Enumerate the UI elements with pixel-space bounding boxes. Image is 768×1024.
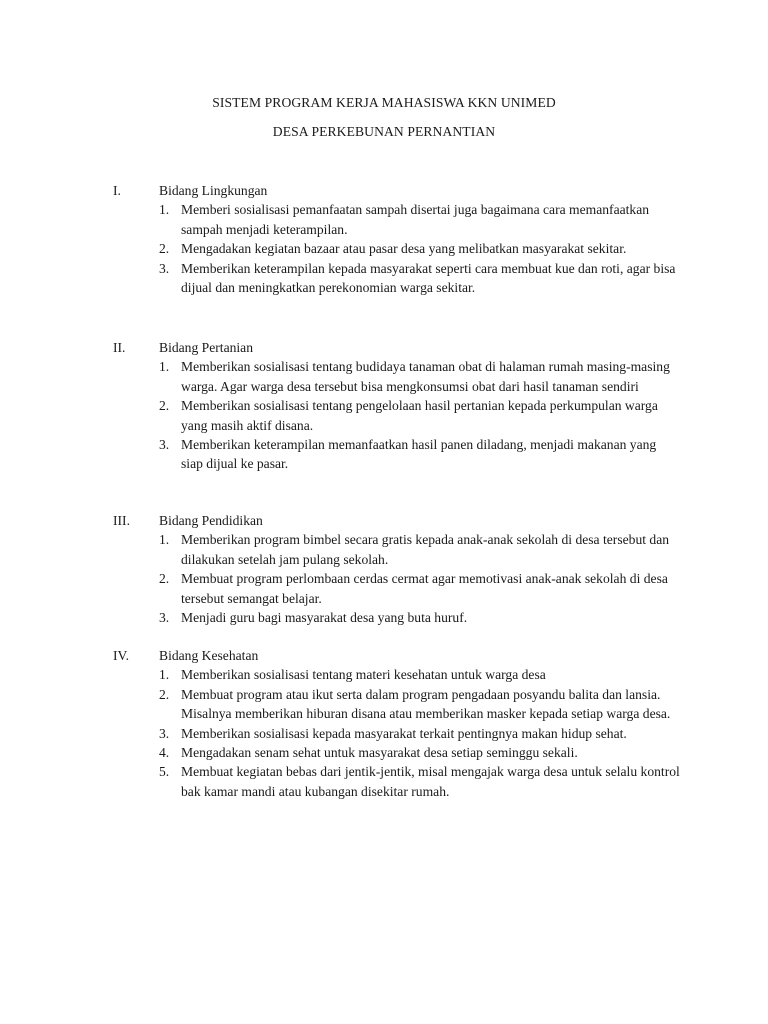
list-item [0,569,768,608]
item-number: 5. [159,764,170,780]
list-item [0,724,768,743]
item-text: Memberikan sosialisasi tentang materi kesehatan untuk warga desa [181,667,546,683]
item-number: 3. [159,610,170,626]
item-number: 1. [159,359,170,375]
list-item [0,357,768,396]
section-item-list [0,200,768,297]
section-numeral: III. [113,513,130,528]
section-item-list [0,357,768,473]
section-heading: Bidang Lingkungan [159,183,268,198]
item-number: 1. [159,202,170,218]
item-text: Memberi sosialisasi pemanfaatan sampah disertai juga bagaimana cara memanfaatkan sampah menjadi keterampilan. [181,202,650,237]
section-numeral: I. [113,183,121,198]
list-item [0,435,768,474]
item-text: Memberikan sosialisasi tentang budidaya tanaman obat di halaman rumah masing-masing warga. Agar warga desa tersebut bisa mengkonsumsi obat dari hasil tanaman sendiri [181,359,670,394]
section-item-list [0,530,768,627]
item-number: 3. [159,437,170,453]
list-item [0,530,768,569]
list-item [0,200,768,239]
item-number: 2. [159,398,170,414]
item-number: 3. [159,725,170,741]
section-lingkungan [0,181,768,297]
section-numeral: II. [113,340,126,355]
item-text: Mengadakan kegiatan bazaar atau pasar desa yang melibatkan masyarakat sekitar. [181,241,627,257]
item-text: Memberikan keterampilan memanfaatkan hasil panen diladang, menjadi makanan yang siap dijual ke pasar. [181,437,657,472]
section-pertanian [0,338,768,474]
item-text: Memberikan sosialisasi tentang pengelolaan hasil pertanian kepada perkumpulan warga yang masih aktif disana. [181,398,658,433]
item-text: Memberikan sosialisasi kepada masyarakat terkait pentingnya makan hidup sehat. [181,725,627,741]
section-item-list [0,665,768,801]
section-heading: Bidang Kesehatan [159,648,259,663]
document-title: SISTEM PROGRAM KERJA MAHASISWA KKN UNIMED [212,95,556,110]
item-number: 2. [159,571,170,587]
item-text: Menjadi guru bagi masyarakat desa yang buta huruf. [181,610,468,626]
list-item [0,685,768,724]
list-item [0,608,768,627]
item-text: Memberikan keterampilan kepada masyarakat seperti cara membuat kue dan roti, agar bisa dijual dan meningkatkan perekonomian warga sekitar. [181,260,676,296]
list-item [0,743,768,762]
item-number: 1. [159,667,170,683]
section-header [0,181,768,200]
list-item [0,762,768,801]
item-text: Mengadakan senam sehat untuk masyarakat desa setiap seminggu sekali. [181,745,578,761]
document-subtitle: DESA PERKEBUNAN PERNANTIAN [272,124,496,139]
section-header [0,646,768,665]
section-numeral: IV. [113,648,129,663]
item-number: 2. [159,241,170,257]
section-heading: Bidang Pertanian [159,340,254,355]
section-header [0,338,768,357]
item-number: 4. [159,745,170,761]
item-text: Memberikan program bimbel secara gratis kepada anak-anak sekolah di desa tersebut dan dilakukan setelah jam pulang sekolah. [181,532,670,567]
item-number: 3. [159,260,170,276]
item-text: Membuat kegiatan bebas dari jentik-jentik, misal mengajak warga desa untuk selalu kontrol bak kamar mandi atau kubangan disekitar rumah. [181,764,680,799]
item-number: 2. [159,686,170,702]
list-item [0,259,768,298]
section-kesehatan [0,646,768,801]
item-text: Membuat program atau ikut serta dalam program pengadaan posyandu balita dan lansia. Misalnya memberikan hiburan disana atau memberikan masker kepada setiap warga desa. [181,686,671,722]
section-heading: Bidang Pendidikan [159,513,263,528]
item-text: Membuat program perlombaan cerdas cermat agar memotivasi anak-anak sekolah di desa tersebut semangat belajar. [181,571,668,606]
section-pendidikan [0,511,768,627]
section-header [0,511,768,530]
list-item [0,239,768,258]
list-item [0,665,768,684]
list-item [0,396,768,435]
item-number: 1. [159,532,170,548]
